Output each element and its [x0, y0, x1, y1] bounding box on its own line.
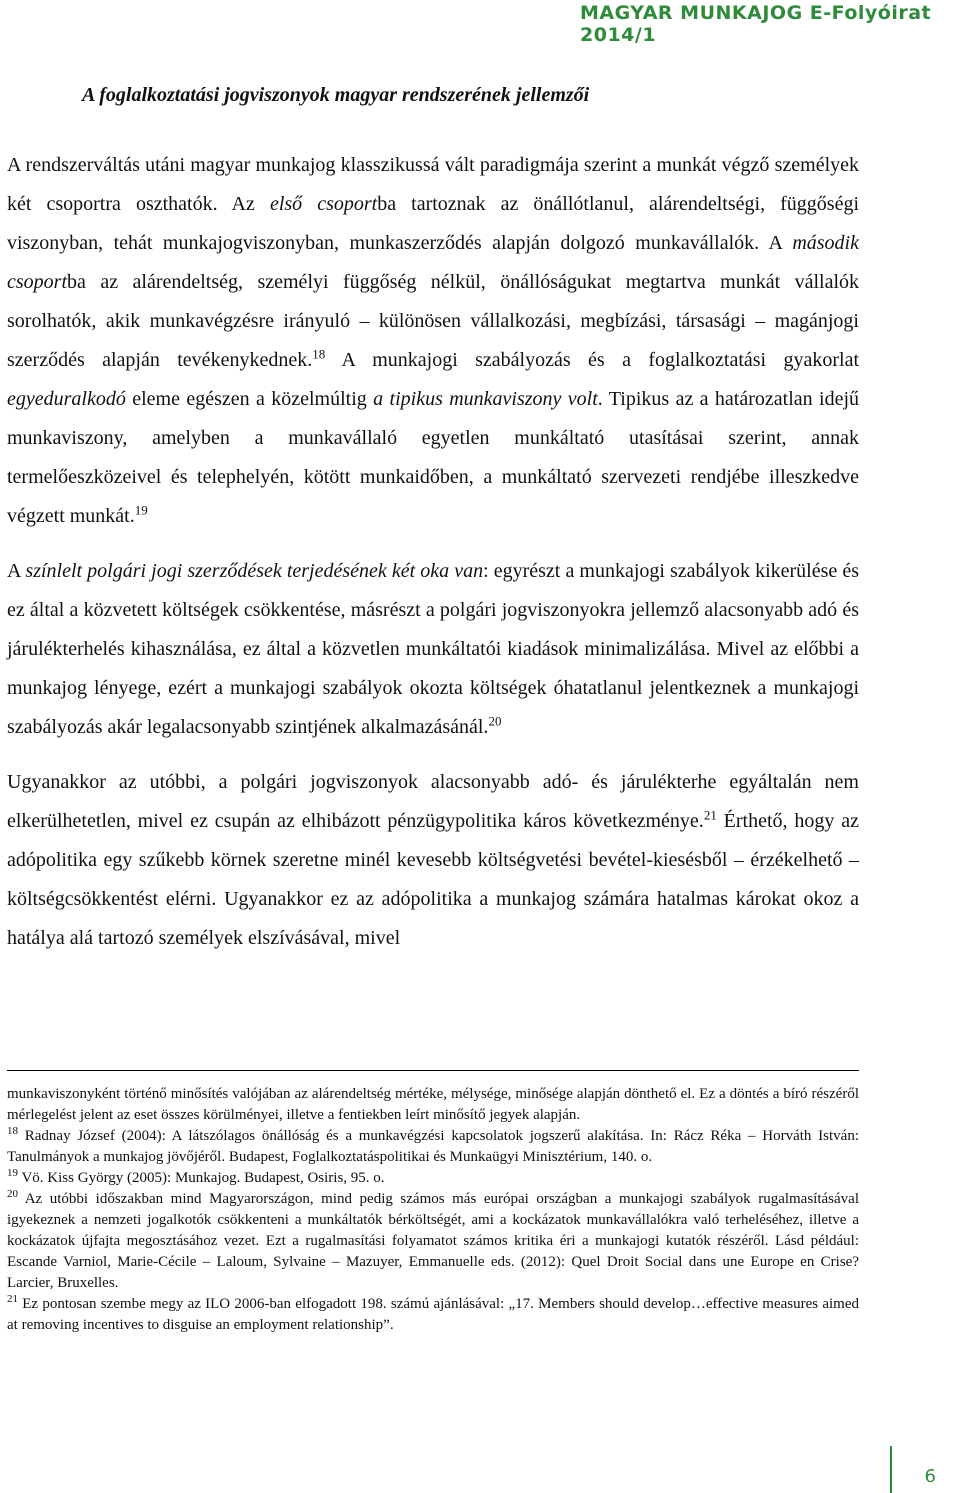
- text: : egyrészt a munkajogi szabályok kikerülése és ez által a közvetett költségek csökkentése, másrészt a polgári jogviszonyokra jellemző alacsonyabb adó és járulékterhelés kihasználása, ez által a közvetlen munkáltatói kiadások minimalizálása. Mivel az előbbi a munkajog lényege, ezért a munkajogi szabályok okozta költségek óhatatlanul jelentkeznek a munkajogi szabályozás akár legalacsonyabb szintjének alkalmazásánál.: [7, 560, 859, 738]
- text: A munkajogi szabályozás és a foglalkoztatási gyakorlat: [325, 349, 860, 371]
- footnote-continuation: munkaviszonyként történő minősítés valójában az alárendeltség mértéke, mélysége, minősége alapján dönthető el. Ez a döntés a bíró részéről mérlegelést jelent az eset összes körülményei, illetve a fentiekben leírt minősítő jegyek alapján.: [7, 1086, 859, 1123]
- section-title: A foglalkoztatási jogviszonyok magyar rendszerének jellemzői: [82, 84, 590, 106]
- italic-text: második csoport: [7, 232, 859, 293]
- paragraph-1: [7, 146, 859, 536]
- journal-title: MAGYAR MUNKAJOG E-Folyóirat 2014/1: [580, 2, 932, 46]
- paragraph-3: [7, 763, 859, 958]
- paragraph-2: [7, 552, 859, 747]
- italic-text: színlelt polgári jogi szerződések terjedésének két oka van: [25, 560, 484, 582]
- footnote-ref-21[interactable]: 21: [703, 807, 717, 823]
- footnote-20: [7, 1189, 859, 1294]
- page-number: 6: [924, 1466, 936, 1487]
- footnote-number: 18: [7, 1125, 18, 1137]
- footnote-number: 19: [7, 1167, 18, 1179]
- footnote-text: Az utóbbi időszakban mind Magyarországon, mind pedig számos más európai országban a munkajogi szabályok rugalmasításával igyekeznek a nemzeti jogalkotók csökkenteni a munkáltatók bérköltségét, ami a kockázatok munkavállalókra való terheléséhez, illetve a kockázatok újfajta megosztásához vezet. Ezt a rugalmasítási folyamatot számos kritika éri a munkajogi kutatók részéről. Lásd például: Escande Varniol, Marie-Cécile – Laloum, Sylvaine – Mazuyer, Emmanuelle eds. (2012): Quel Droit Social dans une Europe en Crise? Larcier, Bruxelles.: [7, 1191, 859, 1291]
- footnote-text: Vö. Kiss György (2005): Munkajog. Budapest, Osiris, 95. o.: [18, 1170, 385, 1186]
- footnote-ref-18[interactable]: 18: [312, 346, 326, 362]
- text: . Tipikus az a határozatlan idejű munkaviszony, amelyben a munkavállaló egyetlen munkáltató utasításai szerint, annak termelőeszközeivel és telephelyén, kötött munkaidőben, a munkáltató szervezeti rendjébe illeszkedve végzett munkát.: [7, 388, 859, 527]
- footnote-ref-19[interactable]: 19: [134, 502, 148, 518]
- footnote-ref-20[interactable]: 20: [488, 713, 502, 729]
- text: ba tartoznak az önállótlanul, alárendeltségi, függőségi viszonyban, tehát munkajogviszonyban, munkaszerződés alapján dolgozó munkavállalók. A: [7, 193, 859, 254]
- text: A rendszerváltás utáni magyar munkajog klasszikussá vált paradigmája szerint a munkát végző személyek két csoportra oszthatók. Az: [7, 154, 859, 215]
- footnotes: [7, 1084, 859, 1336]
- text: eleme egészen a közelmúltig: [125, 388, 374, 410]
- footnote-18: [7, 1126, 859, 1168]
- main-content: [7, 82, 859, 958]
- footnote-text: Radnay József (2004): A látszólagos önállóság és a munkavégzési kapcsolatok jogszerű alakítása. In: Rácz Réka – Horváth István: Tanulmányok a munkajog jövőjéről. Budapest, Foglalkoztatáspolitikai és Munkaügyi Minisztérium, 140. o.: [7, 1128, 859, 1165]
- footnote-19: [7, 1168, 859, 1189]
- text: Érthető, hogy az adópolitika egy szűkebb körnek szeretne minél kevesebb költségvetési bevétel-kiesésből – érzékelhető – költségcsökkentést elérni. Ugyanakkor ez az adópolitika a munkajog számára hatalmas károkat okoz a hatálya alá tartozó személyek elszívásával, mivel: [7, 810, 860, 949]
- text: ba az alárendeltség, személyi függőség nélkül, önállóságukat megtartva munkát vállalók sorolhatók, akik munkavégzésre irányuló – különösen vállalkozási, megbízási, társasági – magánjogi szerződés alapján tevékenykednek.: [7, 271, 859, 371]
- text: Ugyanakkor az utóbbi, a polgári jogviszonyok alacsonyabb adó- és járulékterhe egyáltalán nem elkerülhetetlen, mivel ez csupán az elhibázott pénzügypolitika káros következménye.: [7, 771, 859, 832]
- footnote-number: 20: [7, 1188, 18, 1200]
- footnote-21: [7, 1294, 859, 1336]
- footnote-text: Ez pontosan szembe megy az ILO 2006-ban elfogadott 198. számú ajánlásával: „17. Members should develop…effective measures aimed at removing incentives to disguise an employment relationship”.: [7, 1296, 859, 1333]
- italic-text: egyeduralkodó: [7, 388, 126, 410]
- italic-text: első csoport: [269, 193, 378, 215]
- text: A: [7, 560, 26, 582]
- footnote-separator: [7, 1070, 859, 1071]
- italic-text: a tipikus munkaviszony volt: [373, 388, 598, 410]
- journal-header: [580, 0, 960, 46]
- footnote-number: 21: [7, 1293, 18, 1305]
